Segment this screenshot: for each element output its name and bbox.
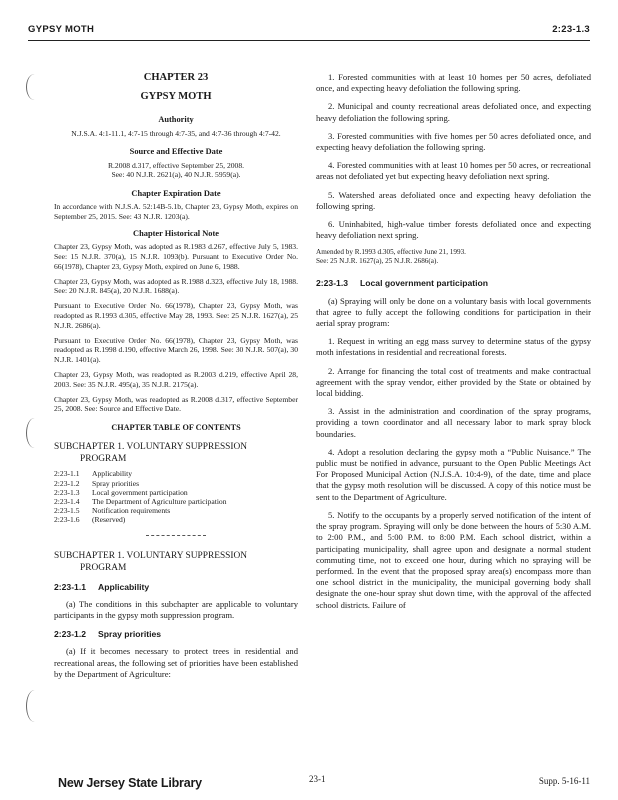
source-text-line-2: See: 40 N.J.R. 2621(a), 40 N.J.R. 5959(a). [111, 170, 241, 180]
toc-entry[interactable] [54, 497, 298, 506]
running-header [28, 24, 590, 38]
section-paragraph: (a) If it becomes necessary to protect trees in residential and recreational areas, the following set of priorities have been established by the Department of Agriculture: [54, 646, 298, 679]
chapter-number: CHAPTER 23 [143, 72, 209, 83]
historical-note: Pursuant to Executive Order No. 66(1978), Chapter 23, Gypsy Moth, was readopted as R.1998 d.190, effective March 26, 1998. See: 30 N.J.R. 507(a), 30 N.J.R. 1401(a). [54, 335, 298, 365]
toc-entry[interactable] [54, 469, 298, 478]
section-number: 2:23-1.3 [316, 278, 349, 289]
section-heading [54, 582, 298, 593]
historical-note: Chapter 23, Gypsy Moth, was readopted as R.2008 d.317, effective September 25, 2008. See: Source and Effective Date. [54, 394, 298, 414]
supplement-date: Supp. 5-16-11 [538, 776, 590, 786]
expiration-heading: Chapter Expiration Date [131, 189, 221, 199]
historical-note: Chapter 23, Gypsy Moth, was adopted as R.1988 d.323, effective July 18, 1988. See: 20 N.J.R. 845(a), 20 N.J.R. 1688(a). [54, 276, 298, 296]
priority-item: 6. Uninhabited, high-value timber forests defoliated once and expecting heavy defoliation next spring. [316, 219, 591, 241]
left-column [54, 72, 298, 686]
toc-subchapter-line-1: SUBCHAPTER 1. VOLUNTARY SUPPRESSION [54, 442, 248, 453]
toc-entry-title: Spray priorities [92, 478, 140, 488]
section-paragraph: (a) The conditions in this subchapter are applicable to voluntary participants in the gypsy moth suppression program. [54, 598, 298, 620]
header-rule [28, 40, 590, 41]
toc-entry-number: 2:23-1.5 [54, 506, 80, 516]
authority-text: N.J.S.A. 4:1-11.1, 4:7-15 through 4:7-35, and 4:7-36 through 4:7-42. [71, 128, 281, 138]
section-number: 2:23-1.2 [54, 629, 87, 640]
toc-entry-number: 2:23-1.3 [54, 487, 80, 497]
toc-entry-title: (Reserved) [92, 515, 126, 525]
historical-note-heading: Chapter Historical Note [133, 229, 219, 238]
toc-subchapter-line-2: PROGRAM [80, 454, 127, 465]
condition-item: 3. Assist in the administration and coordination of the spray programs, providing a town coordinator and all necessary labor to mark spray block boundaries. [316, 406, 591, 439]
toc-entry-title: Local government participation [92, 487, 188, 497]
header-section-range: 2:23-1.3 [552, 24, 590, 35]
header-chapter-name: GYPSY MOTH [28, 24, 95, 35]
historical-note: Chapter 23, Gypsy Moth, was adopted as R.1983 d.267, effective July 5, 1983. See: 15 N.J.R. 370(a), 15 N.J.R. 1093(b). Pursuant to Executive Order No. 66(1978), Chapter 23, Gypsy Moth, expired on June 6, 1988. [54, 242, 298, 271]
section-heading [316, 278, 591, 289]
condition-item: 4. Adopt a resolution declaring the gypsy moth a “Public Nuisance.” The public must be notified in advance, pursuant to the Open Public Meetings Act For Proposed Municipal Action (N.J.S.A. 10:4-9), of the date, time and place that the gypsy moth resolution will be discussed. A copy of this notice must be sent to the Department of Agriculture. [316, 446, 591, 502]
condition-item: 2. Arrange for financing the total cost of treatments and make contractual agreement with the spray vendor, either provided by the State or obtained by local bidding. [316, 365, 591, 399]
section-number: 2:23-1.1 [54, 581, 87, 592]
priority-item: 2. Municipal and county recreational areas defoliated once, and expecting heavy defoliation the following spring. [316, 101, 591, 123]
section-title: Local government participation [360, 278, 488, 289]
margin-binding-mark [26, 74, 43, 100]
historical-note: Pursuant to Executive Order No. 66(1978), Chapter 23, Gypsy Moth, was readopted as R.1993 d.305, effective May 28, 1993. See: 25 N.J.R. 1627(a), 25 N.J.R. 2686(a). [54, 301, 298, 330]
amendment-line-2: See: 25 N.J.R. 1627(a), 25 N.J.R. 2686(a). [316, 257, 439, 266]
right-column [316, 72, 591, 618]
section-divider [146, 535, 206, 536]
subchapter-line-2: PROGRAM [80, 562, 127, 573]
toc-entry-number: 2:23-1.4 [54, 496, 80, 506]
priority-item: 5. Watershed areas defoliated once and expecting heavy defoliation the following spring. [316, 189, 591, 211]
section-title: Applicability [98, 581, 150, 592]
toc-entry-number: 2:23-1.1 [54, 469, 80, 479]
toc-entry-number: 2:23-1.2 [54, 478, 80, 488]
toc-entry-title: Applicability [92, 469, 133, 479]
section-heading [54, 629, 298, 640]
amendment-note [316, 248, 591, 266]
priority-item: 1. Forested communities with at least 10 homes per 50 acres, defoliated once, and expecting heavy defoliation the following spring. [316, 72, 591, 94]
amendment-line-1: Amended by R.1993 d.305, effective June 21, 1993. [316, 248, 466, 257]
toc-entry-number: 2:23-1.6 [54, 515, 80, 525]
toc-entry-title: The Department of Agriculture participation [92, 496, 227, 506]
toc-entry[interactable] [54, 479, 298, 488]
subchapter-heading [54, 550, 298, 574]
section-title: Spray priorities [98, 629, 162, 640]
priority-item: 4. Forested communities with at least 10 homes per 50 acres, or recreational areas not defoliated yet but expecting heavy defoliation next spring. [316, 160, 591, 182]
toc-heading: CHAPTER TABLE OF CONTENTS [111, 423, 241, 433]
toc-subchapter-title [54, 441, 298, 465]
library-stamp: New Jersey State Library [58, 776, 202, 790]
toc-entry[interactable] [54, 488, 298, 497]
page-number: 23-1 [309, 774, 326, 784]
source-heading: Source and Effective Date [129, 147, 223, 157]
priority-item: 3. Forested communities with five homes per 50 acres defoliated once, and expecting heavy defoliation the following spring. [316, 130, 591, 153]
toc-list [54, 469, 298, 524]
margin-binding-mark [26, 690, 43, 722]
subchapter-line-1: SUBCHAPTER 1. VOLUNTARY SUPPRESSION [54, 550, 248, 561]
section-paragraph: (a) Spraying will only be done on a voluntary basis with local governments that agree to fully accept the following conditions for participation in their aerial spray program: [316, 295, 591, 329]
source-text-line-1: R.2008 d.317, effective September 25, 2008. [107, 160, 245, 170]
toc-entry[interactable] [54, 515, 298, 524]
toc-entry-title: Notification requirements [92, 506, 171, 516]
page-footer [0, 774, 618, 796]
margin-binding-mark [26, 418, 43, 448]
expiration-text: In accordance with N.J.S.A. 52:14B-5.1b, Chapter 23, Gypsy Moth, expires on September 25, 2015. See: 43 N.J.R. 1203(a). [54, 202, 298, 222]
authority-heading: Authority [158, 115, 194, 125]
historical-note: Chapter 23, Gypsy Moth, was readopted as R.2003 d.219, effective April 28, 2003. See: 35 N.J.R. 495(a), 35 N.J.R. 2175(a). [54, 369, 298, 389]
condition-item: 5. Notify to the occupants by a properly served notification of the intent of the spray program. Spraying will only be done between the hours of 5:30 A.M. to 2:00 P.M., and 5:00 P.M. to 8:00 P.M. Each school district, within a participating municipality, shall agree upon and designate a normal student commuting time, not to exceed one hour, during which no spraying will be performed. In the event that the proposed spray area(s) encompass more than one school district in the municipality, the municipal governing body shall designate the one-hour spray shut down time, with the approval of the affected school districts. Failure of [316, 509, 591, 610]
toc-entry[interactable] [54, 506, 298, 515]
chapter-title: GYPSY MOTH [140, 91, 212, 103]
condition-item: 1. Request in writing an egg mass survey to determine status of the gypsy moth infestations in residential and recreational forests. [316, 336, 591, 358]
